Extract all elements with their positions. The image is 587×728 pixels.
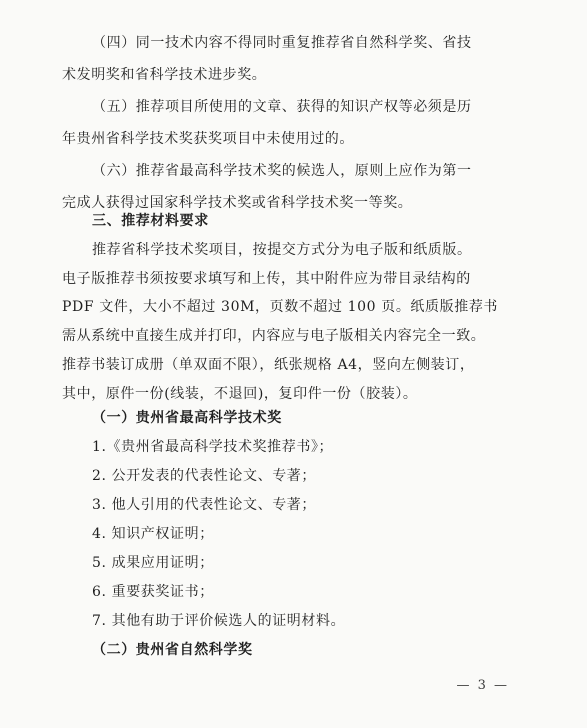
page-number: — 3 — <box>456 678 509 693</box>
requirements-paragraph-line-4: 需从系统中直接生成并打印，内容应与电子版相关内容完全一致。 <box>62 328 486 344</box>
paragraph-item-5-line-1: （五）推荐项目所使用的文章、获得的知识产权等必须是历 <box>92 99 472 115</box>
list-item-5: 5. 成果应用证明； <box>92 555 214 571</box>
list-item-2: 2. 公开发表的代表性论文、专著； <box>92 468 317 484</box>
list-item-4: 4. 知识产权证明； <box>92 526 214 542</box>
list-item-3: 3. 他人引用的代表性论文、专著； <box>92 497 317 513</box>
section-heading-requirements: 三、推荐材料要求 <box>92 213 209 229</box>
paragraph-item-5-line-2: 年贵州省科学技术奖获奖项目中未使用过的。 <box>62 131 354 147</box>
subsection-heading-natural-science: （二）贵州省自然科学奖 <box>92 642 253 658</box>
list-item-6: 6. 重要获奖证书； <box>92 584 214 600</box>
requirements-paragraph-line-2: 电子版推荐书须按要求填写和上传，其中附件应为带目录结构的 <box>62 271 471 287</box>
requirements-paragraph-line-5: 推荐书装订成册（单双面不限），纸张规格 A4，竖向左侧装订， <box>62 357 475 373</box>
paragraph-item-6-line-2: 完成人获得过国家科学技术奖或省科学技术奖一等奖。 <box>62 195 413 211</box>
list-item-1: 1.《贵州省最高科学技术奖推荐书》； <box>92 439 334 455</box>
list-item-7: 7. 其他有助于评价候选人的证明材料。 <box>92 613 346 629</box>
requirements-paragraph-line-1: 推荐省科学技术奖项目，按提交方式分为电子版和纸质版。 <box>92 242 472 258</box>
paragraph-item-4-line-1: （四）同一技术内容不得同时重复推荐省自然科学奖、省技 <box>92 35 472 51</box>
paragraph-item-4-line-2: 术发明奖和省科学技术进步奖。 <box>62 67 267 83</box>
requirements-paragraph-line-3: PDF 文件，大小不超过 30M，页数不超过 100 页。纸质版推荐书 <box>62 299 499 315</box>
subsection-heading-highest-award: （一）贵州省最高科学技术奖 <box>92 410 282 426</box>
paragraph-item-6-line-1: （六）推荐省最高科学技术奖的候选人，原则上应作为第一 <box>92 163 472 179</box>
requirements-paragraph-line-6: 其中，原件一份(线装，不退回)，复印件一份（胶装）。 <box>62 386 418 402</box>
